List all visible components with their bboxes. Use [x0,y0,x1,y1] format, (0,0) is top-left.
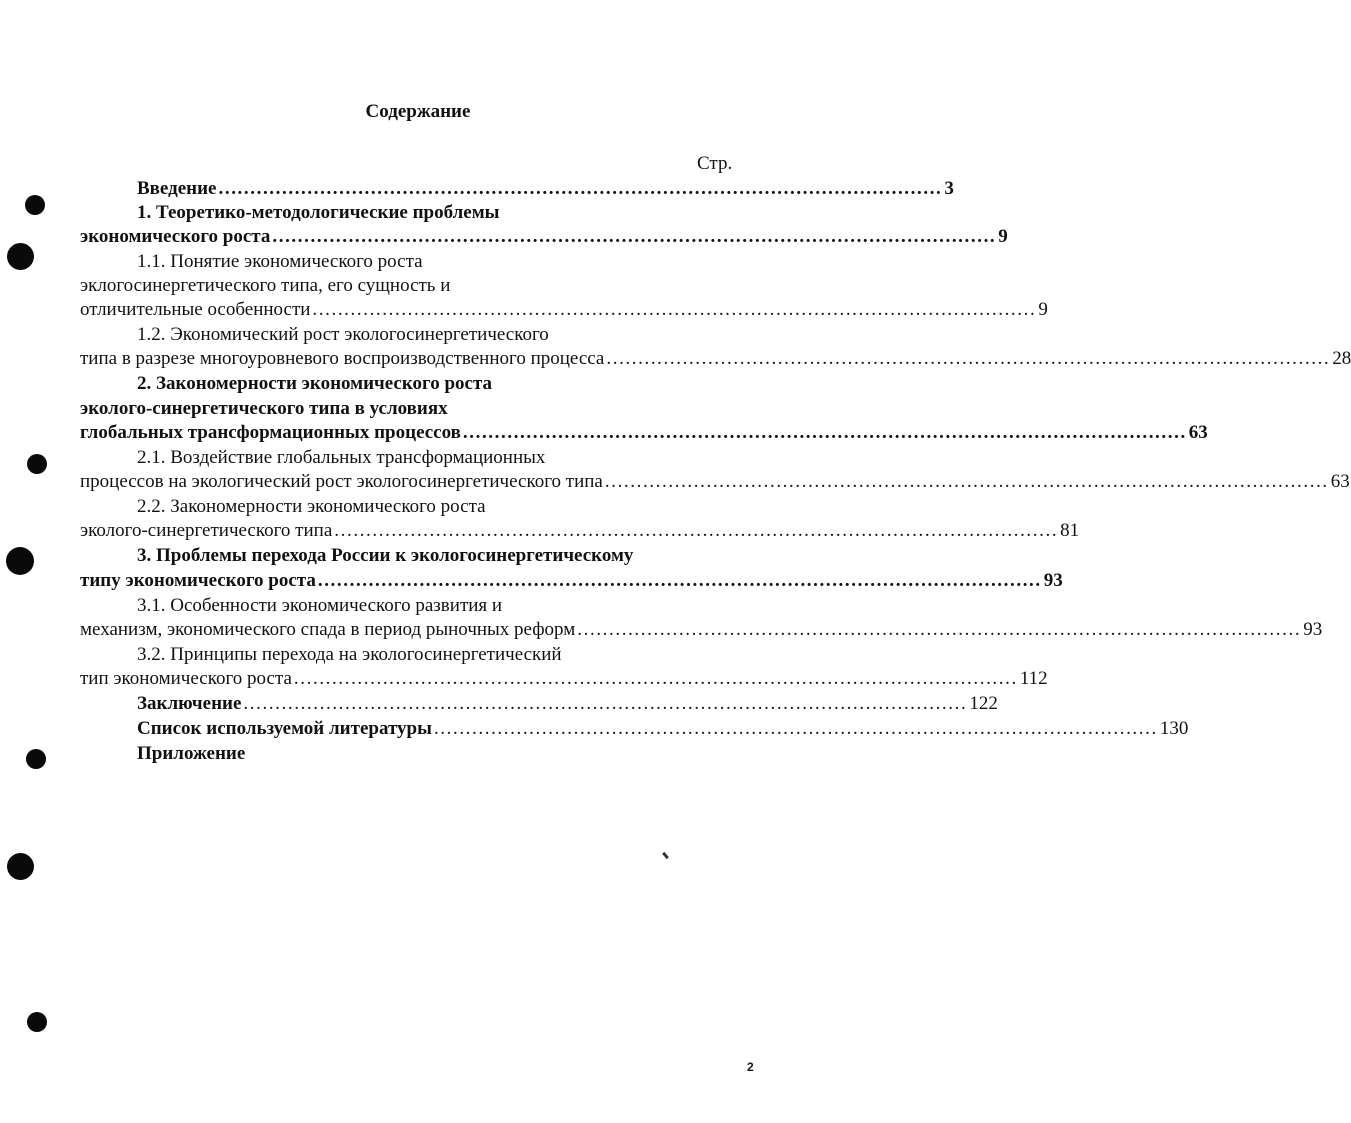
page-column-header: Стр. [697,153,733,174]
toc-entry-label: типу экономического роста [80,570,316,591]
toc-entry-intro[interactable] [137,177,954,201]
leader-dots: .................................................................................................................. [433,718,1158,739]
toc-entry-s21[interactable] [80,470,1350,494]
toc-entry-ch1[interactable] [80,225,1008,249]
toc-entry-s32[interactable] [80,667,1048,691]
toc-page-number: 9 [998,226,1008,247]
toc-entry-label: тип экономического роста [80,668,292,689]
toc-page-number: 63 [1188,422,1208,443]
leader-dots: .................................................................................................................. [606,348,1331,369]
toc-entry-label: экономического роста [80,226,271,247]
page-number: 2 [747,1060,754,1074]
leader-dots: .................................................................................................................. [243,693,968,714]
binder-hole [27,454,47,474]
toc-entry-line: эклогосинергетического типа, его сущность и [80,275,451,296]
toc-entry-line: эколого-синергетического типа в условиях [80,398,448,419]
binder-hole [27,1012,47,1032]
toc-page-number: 93 [1303,619,1323,640]
toc-page-number: 122 [969,693,998,714]
toc-entry-line: 2.2. Закономерности экономического роста [137,496,486,517]
toc-entry-label: Введение [137,178,217,199]
toc-page-number: 93 [1043,570,1063,591]
toc-page-number: 28 [1332,348,1351,369]
binder-hole [6,547,34,575]
binder-hole [7,853,34,880]
toc-entry-s22[interactable] [80,519,1080,543]
toc-entry-label: типа в разрезе многоуровневого воспроизводственного процесса [80,348,605,369]
stray-mark [662,852,669,859]
toc-page-number: 3 [944,178,954,199]
leader-dots: .................................................................................................................. [462,422,1187,443]
toc-entry-s11[interactable] [80,298,1048,322]
leader-dots: .................................................................................................................. [272,226,997,247]
toc-entry-line: 3.1. Особенности экономического развития и [137,595,503,616]
leader-dots: .................................................................................................................. [312,299,1037,320]
toc-page-number: 63 [1330,471,1350,492]
leader-dots: .................................................................................................................. [334,520,1059,541]
leader-dots: .................................................................................................................. [577,619,1302,640]
leader-dots: .................................................................................................................. [317,570,1042,591]
toc-entry-label: Заключение [137,693,242,714]
toc-entry-label: глобальных трансформационных процессов [80,422,461,443]
leader-dots: .................................................................................................................. [293,668,1018,689]
toc-page-number: 130 [1159,718,1189,739]
toc-page-number: 81 [1060,520,1080,541]
toc-entry-line: 2. Закономерности экономического роста [137,373,493,394]
toc-entry-bibliography[interactable] [137,717,1189,741]
leader-dots: .................................................................................................................. [218,178,943,199]
toc-entry-line: 1. Теоретико-методологические проблемы [137,202,500,223]
toc-entry-line: 1.1. Понятие экономического роста [137,251,423,272]
toc-page-number: 112 [1019,668,1048,689]
toc-entry-line: 2.1. Воздействие глобальных трансформационных [137,447,546,468]
binder-hole [26,749,46,769]
toc-entry-s31[interactable] [80,618,1323,642]
toc-entry-label: механизм, экономического спада в период рыночных реформ [80,619,576,640]
leader-dots: .................................................................................................................. [604,471,1329,492]
page-title: Содержание [365,101,471,122]
toc-entry-line: 1.2. Экономический рост экологосинергетического [137,324,549,345]
toc-entry-label: процессов на экологический рост экологосинергетического типа [80,471,603,492]
toc-entry-label: Список используемой литературы [137,718,432,739]
toc-entry-line: 3. Проблемы перехода России к экологосинергетическому [137,545,634,566]
toc-entry-appendix[interactable]: Приложение [137,743,246,764]
toc-entry-line: 3.2. Принципы перехода на экологосинергетический [137,644,562,665]
binder-hole [25,195,45,215]
toc-entry-ch2[interactable] [80,421,1208,445]
toc-entry-s12[interactable] [80,347,1351,371]
toc-entry-ch3[interactable] [80,569,1063,593]
toc-entry-label: эколого-синергетического типа [80,520,333,541]
toc-page-number: 9 [1038,299,1048,320]
toc-entry-conclusion[interactable] [137,692,998,716]
binder-hole [7,243,34,270]
toc-entry-label: отличительные особенности [80,299,311,320]
